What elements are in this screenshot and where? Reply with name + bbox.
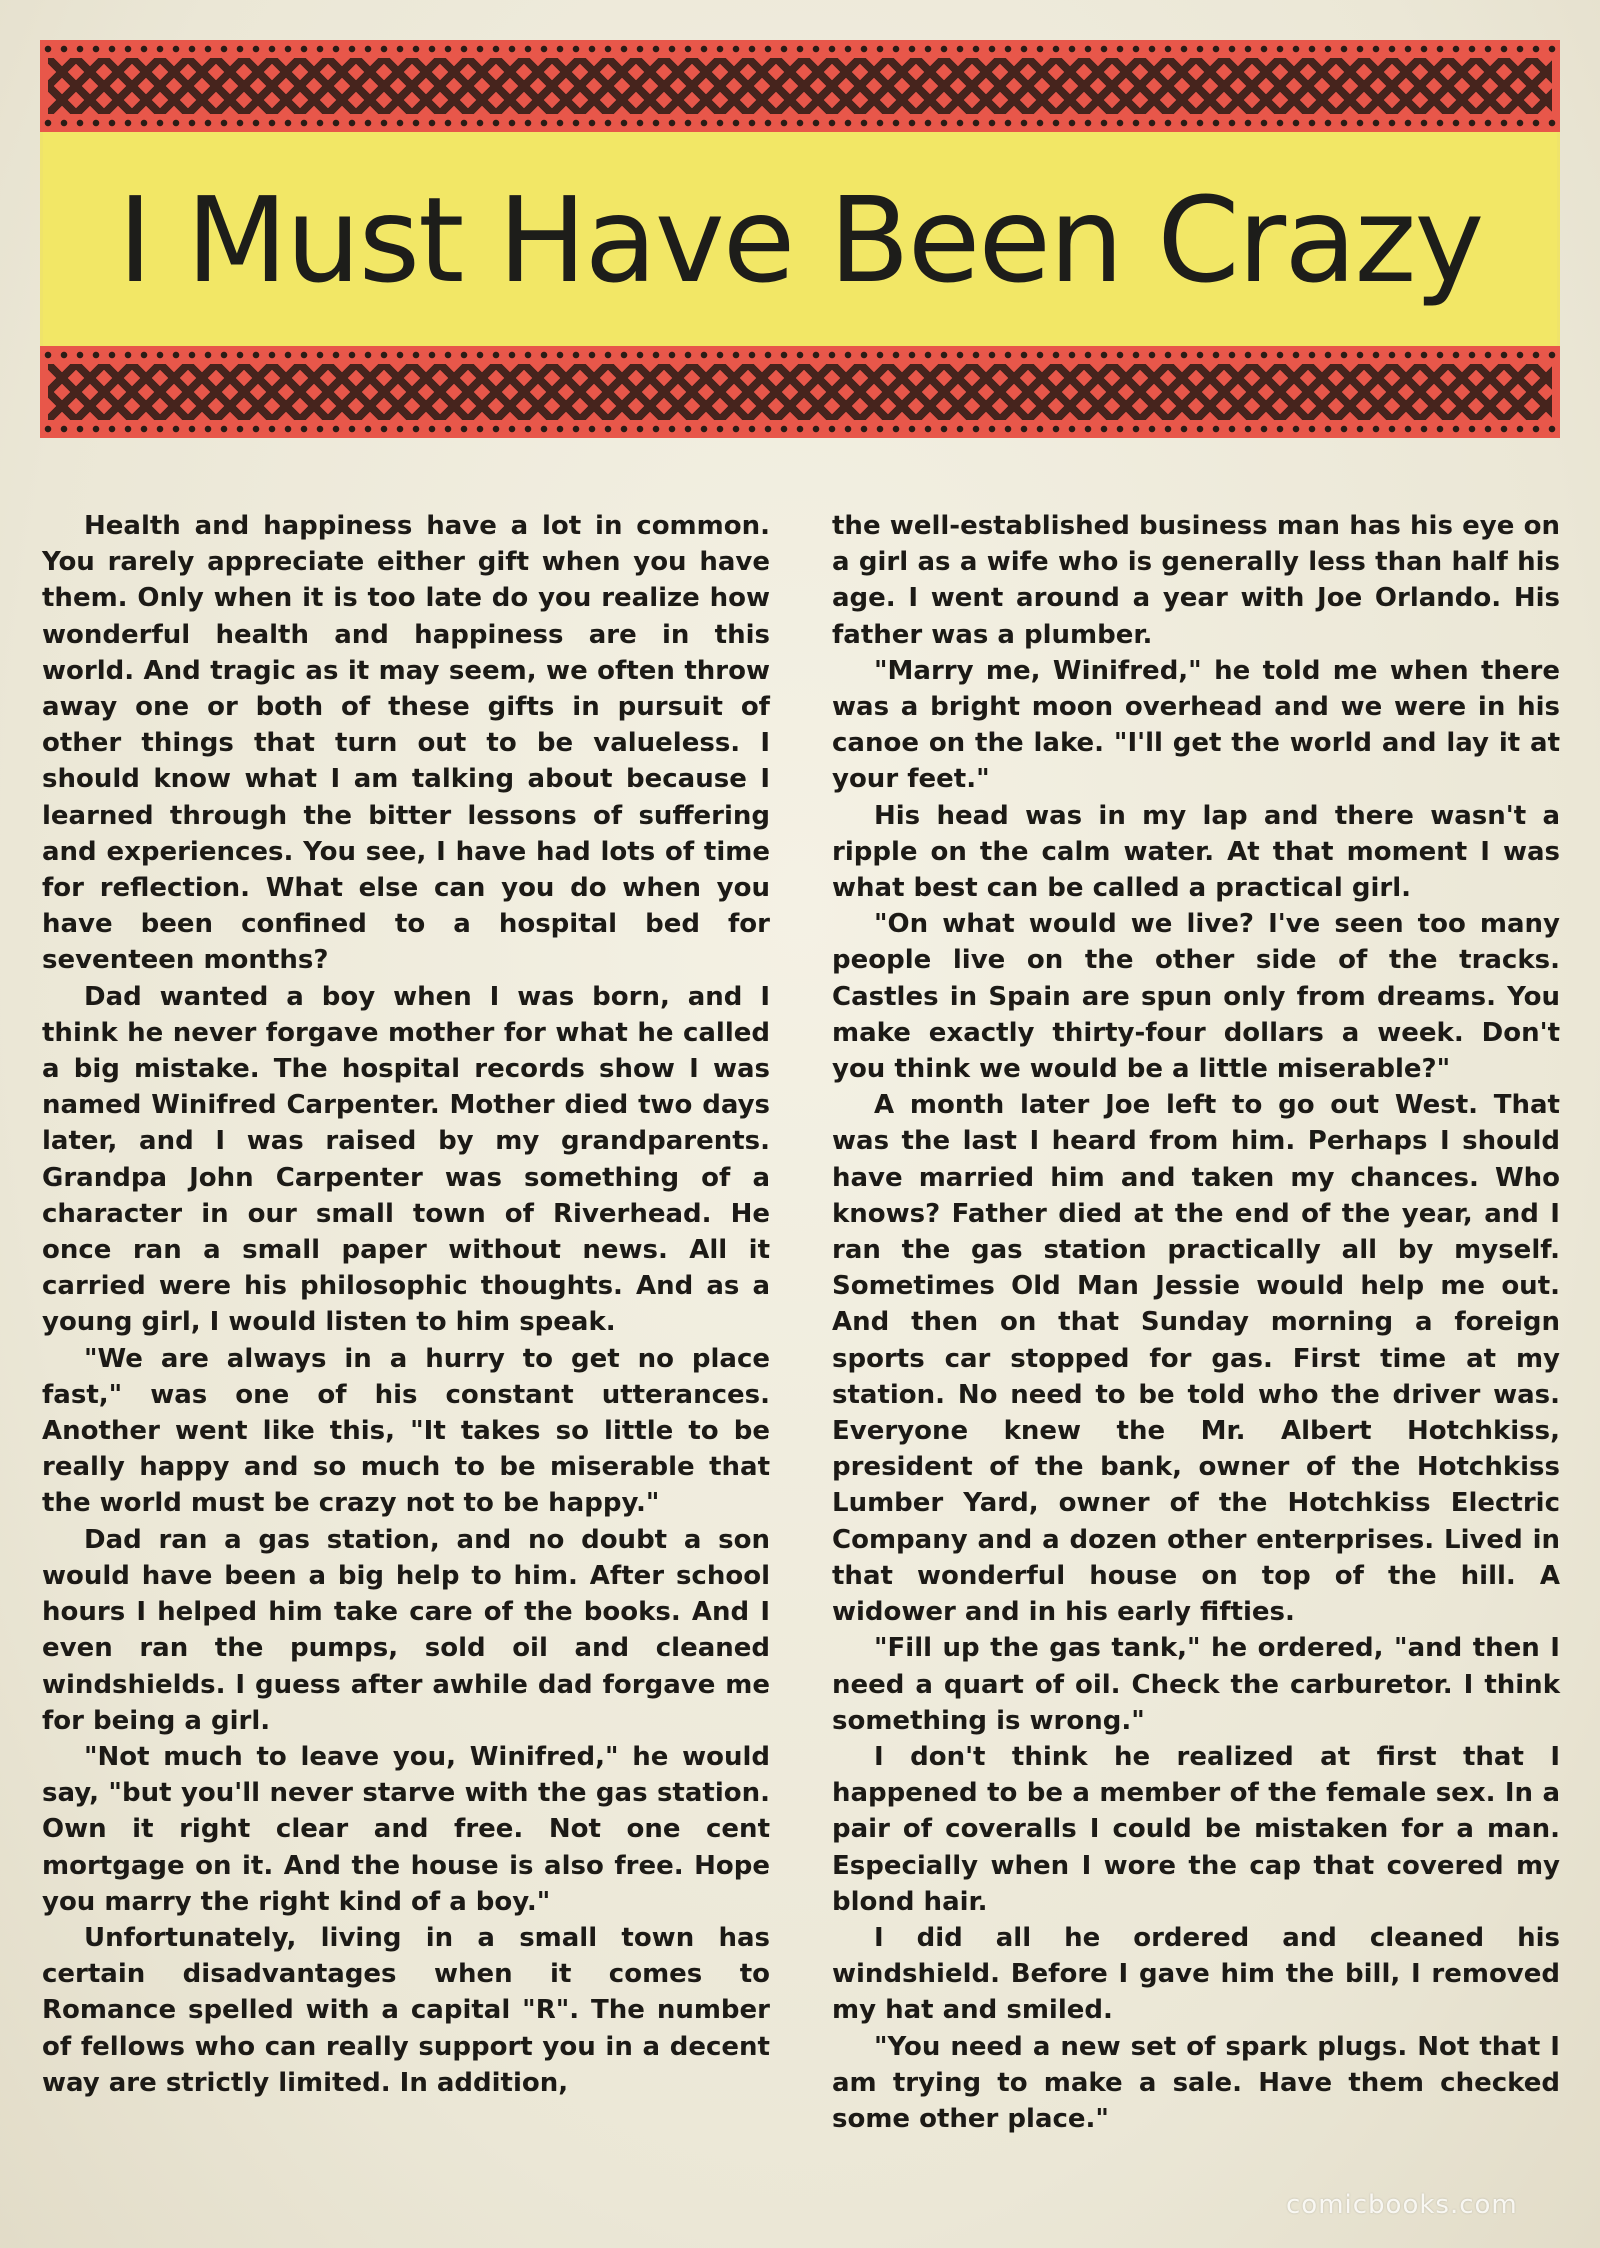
paragraph: I don't think he realized at first that I happened to be a member of the female sex. In a pair of coveralls I could be mistaken for a man. Especially when I wore the cap that covered my blond hair. [832, 1741, 1560, 1917]
story-title: I Must Have Been Crazy [117, 171, 1483, 309]
title-banner [40, 40, 1560, 438]
paragraph: "Not much to leave you, Winifred," he would say, "but you'll never starve with the gas station. Own it right clear and free. Not one cent mortgage on it. And the house is also free. Hope you marry the right kind of a boy." [42, 1741, 770, 1917]
decorative-stripe-bottom [40, 346, 1560, 438]
paragraph: "We are always in a hurry to get no place fast," was one of his constant utterances. Another went like this, "It takes so little to be really happy and so much to be miserable that the world must be crazy not to be happy." [42, 1343, 770, 1519]
paragraph: "You need a new set of spark plugs. Not that I am trying to make a sale. Have them checked some other place." [832, 2031, 1560, 2134]
paragraph-continued: the well-established business man has his eye on a girl as a wife who is generally less than half his age. I went around a year with Joe Orlando. His father was a plumber. [832, 511, 1560, 650]
paragraph: A month later Joe left to go out West. That was the last I heard from him. Perhaps I should have married him and taken my chances. Who knows? Father died at the end of the year, and I ran the gas station practically all by myself. Sometimes Old Man Jessie would help me out. And then on that Sunday morning a foreign sports car stopped for gas. First time at my station. No need to be told who the driver was. Everyone knew the Mr. Albert Hotchkiss, president of the bank, owner of the Hotchkiss Lumber Yard, owner of the Hotchkiss Electric Company and a dozen other enterprises. Lived in that wonderful house on top of the hill. A widower and in his early fifties. [832, 1090, 1560, 1628]
paragraph: Dad ran a gas station, and no doubt a son would have been a big help to him. After school hours I helped him take care of the books. And I even ran the pumps, sold oil and cleaned windshields. I guess after awhile dad forgave me for being a girl. [42, 1524, 770, 1736]
paragraph: "Marry me, Winifred," he told me when there was a bright moon overhead and we were in his canoe on the lake. "I'll get the world and lay it at your feet." [832, 655, 1560, 795]
paragraph: "Fill up the gas tank," he ordered, "and then I need a quart of oil. Check the carburetor. I think something is wrong." [832, 1633, 1560, 1736]
paragraph: His head was in my lap and there wasn't a ripple on the calm water. At that moment I was what best can be called a practical girl. [832, 800, 1560, 904]
watermark: comicbooks.com [1286, 2190, 1518, 2220]
paragraph: I did all he ordered and cleaned his windshield. Before I gave him the bill, I removed my hat and smiled. [832, 1922, 1560, 2026]
paragraph: Unfortunately, living in a small town has certain disadvantages when it comes to Romance spelled with a capital "R". The number of fellows who can really support you in a decent way are strictly limited. In addition, [42, 1922, 770, 2098]
decorative-stripe-top [40, 40, 1560, 132]
paragraph: "On what would we live? I've seen too many people live on the other side of the tracks. Castles in Spain are spun only from dreams. You make exactly thirty-four dollars a week. Don't you think we would be a little miserable?" [832, 909, 1560, 1085]
right-text-column [832, 508, 1560, 2137]
paragraph: Health and happiness have a lot in common. You rarely appreciate either gift when you have them. Only when it is too late do you realize how wonderful health and happiness are in this world. And tragic as it may seem, we often throw away one or both of these gifts in pursuit of other things that turn out to be valueless. I should know what I am talking about because I learned through the bitter lessons of suffering and experiences. You see, I have had lots of time for reflection. What else can you do when you have been confined to a hospital bed for seventeen months? [42, 511, 770, 976]
paragraph: Dad wanted a boy when I was born, and I think he never forgave mother for what he called a big mistake. The hospital records show I was named Winifred Carpenter. Mother died two days later, and I was raised by my grandparents. Grandpa John Carpenter was something of a character in our small town of Riverhead. He once ran a small paper without news. All it carried were his philosophic thoughts. And as a young girl, I would listen to him speak. [42, 981, 770, 1338]
left-text-column [42, 508, 770, 2101]
